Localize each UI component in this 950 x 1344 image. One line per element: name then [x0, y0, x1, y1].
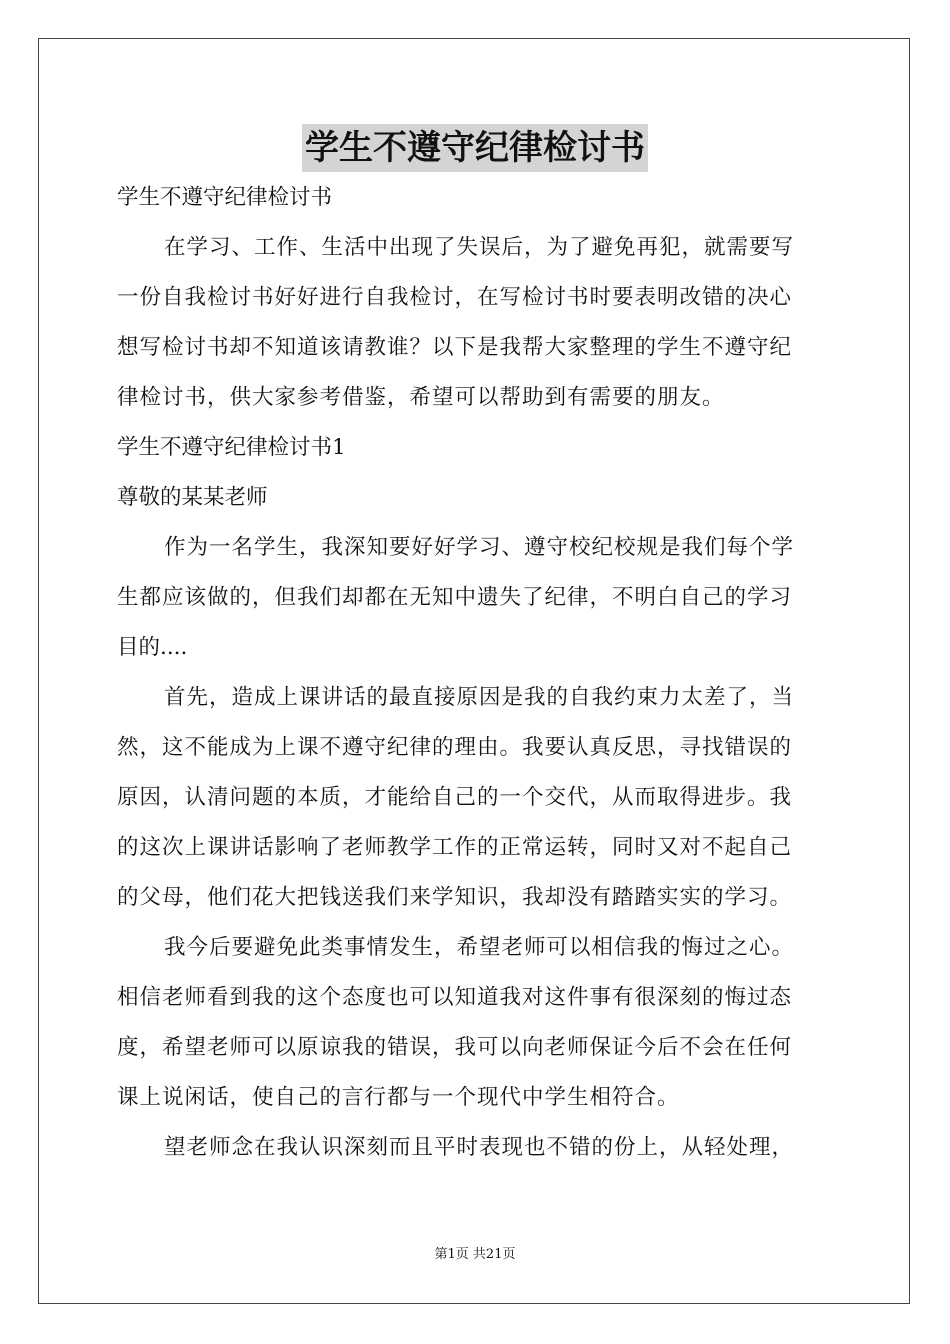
paragraph-line: 原因，认清问题的本质，才能给自己的一个交代，从而取得进步。我	[117, 785, 793, 810]
paragraph-line: 课上说闲话，使自己的言行都与一个现代中学生相符合。	[117, 1085, 680, 1110]
title-container	[0, 124, 950, 172]
salutation-line: 尊敬的某某老师	[117, 485, 268, 510]
page-footer: 第1页 共21页	[434, 1247, 516, 1262]
paragraph-line: 生都应该做的，但我们却都在无知中遗失了纪律，不明白自己的学习	[117, 585, 793, 610]
page-border	[38, 38, 910, 1304]
paragraph-line: 相信老师看到我的这个态度也可以知道我对这件事有很深刻的悔过态	[117, 985, 793, 1010]
paragraph-line: 的父母，他们花大把钱送我们来学知识，我却没有踏踏实实的学习。	[117, 885, 793, 910]
subtitle-line: 学生不遵守纪律检讨书	[117, 185, 333, 210]
paragraph-line: 的这次上课讲话影响了老师教学工作的正常运转，同时又对不起自己	[117, 835, 793, 860]
paragraph-line: 目的....	[117, 635, 188, 660]
paragraph-line: 首先，造成上课讲话的最直接原因是我的自我约束力太差了，当	[164, 685, 795, 710]
paragraph-line: 然，这不能成为上课不遵守纪律的理由。我要认真反思，寻找错误的	[117, 735, 793, 760]
paragraph-line: 一份自我检讨书好好进行自我检讨，在写检讨书时要表明改错的决心	[117, 285, 793, 310]
paragraph-line: 度，希望老师可以原谅我的错误，我可以向老师保证今后不会在任何	[117, 1035, 793, 1060]
document-title: 学生不遵守纪律检讨书	[302, 124, 648, 172]
paragraph-line: 在学习、工作、生活中出现了失误后，为了避免再犯，就需要写	[164, 235, 795, 260]
paragraph-line: 作为一名学生，我深知要好好学习、遵守校纪校规是我们每个学	[164, 535, 795, 560]
paragraph-line: 律检讨书，供大家参考借鉴，希望可以帮助到有需要的朋友。	[117, 385, 725, 410]
section-heading: 学生不遵守纪律检讨书1	[117, 435, 346, 460]
paragraph-line: 我今后要避免此类事情发生，希望老师可以相信我的悔过之心。	[164, 935, 795, 960]
paragraph-line: 想写检讨书却不知道该请教谁？以下是我帮大家整理的学生不遵守纪	[117, 335, 793, 360]
paragraph-line: 望老师念在我认识深刻而且平时表现也不错的份上，从轻处理，	[164, 1135, 795, 1160]
